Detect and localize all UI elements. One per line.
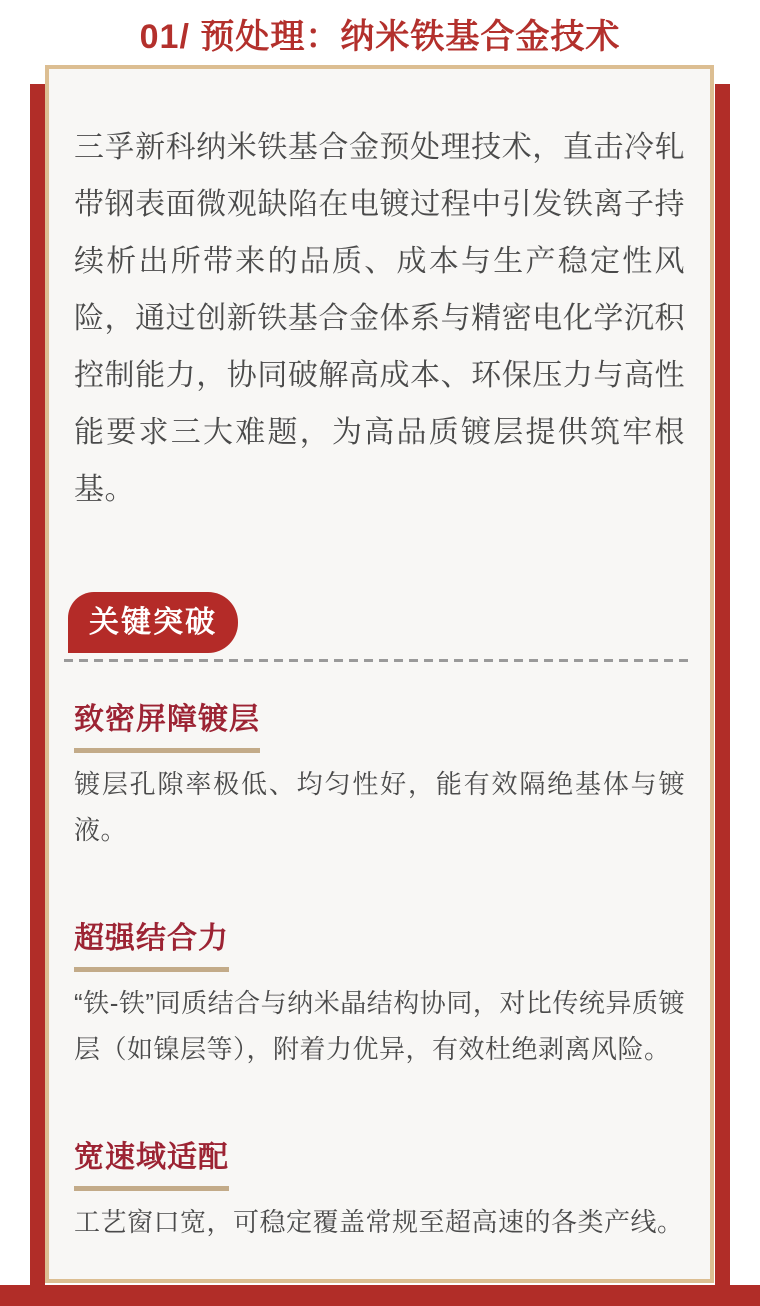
section-dense-barrier xyxy=(74,702,685,853)
section-heading: 致密屏障镀层 xyxy=(74,702,260,753)
section-heading: 宽速域适配 xyxy=(74,1140,229,1191)
page-title: 01/ 预处理：纳米铁基合金技术 xyxy=(139,18,621,56)
left-accent-bar xyxy=(30,84,45,1306)
intro-paragraph: 三孚新科纳米铁基合金预处理技术，直击冷轧带钢表面微观缺陷在电镀过程中引发铁离子持续析出所带来的品质、成本与生产稳定性风险，通过创新铁基合金体系与精密电化学沉积控制能力，协同破解高成本、环保压力与高性能要求三大难题，为高品质镀层提供筑牢根基。 xyxy=(74,131,685,506)
section-body: 镀层孔隙率极低、均匀性好，能有效隔绝基体与镀液。 xyxy=(74,769,685,845)
section-wide-speed-range xyxy=(74,1140,685,1245)
panel-content xyxy=(49,119,710,1245)
content-panel xyxy=(45,65,714,1283)
section-body: “铁-铁”同质结合与纳米晶结构协同，对比传统异质镀层（如镍层等），附着力优异，有效杜绝剥离风险。 xyxy=(74,988,685,1064)
right-accent-bar xyxy=(715,84,730,1306)
bottom-accent-band xyxy=(0,1285,760,1306)
dashed-divider xyxy=(64,659,693,662)
section-heading: 超强结合力 xyxy=(74,921,229,972)
key-breakthrough-badge: 关键突破 xyxy=(68,592,238,653)
section-bonding-strength xyxy=(74,921,685,1072)
section-body: 工艺窗口宽，可稳定覆盖常规至超高速的各类产线。 xyxy=(74,1207,684,1237)
